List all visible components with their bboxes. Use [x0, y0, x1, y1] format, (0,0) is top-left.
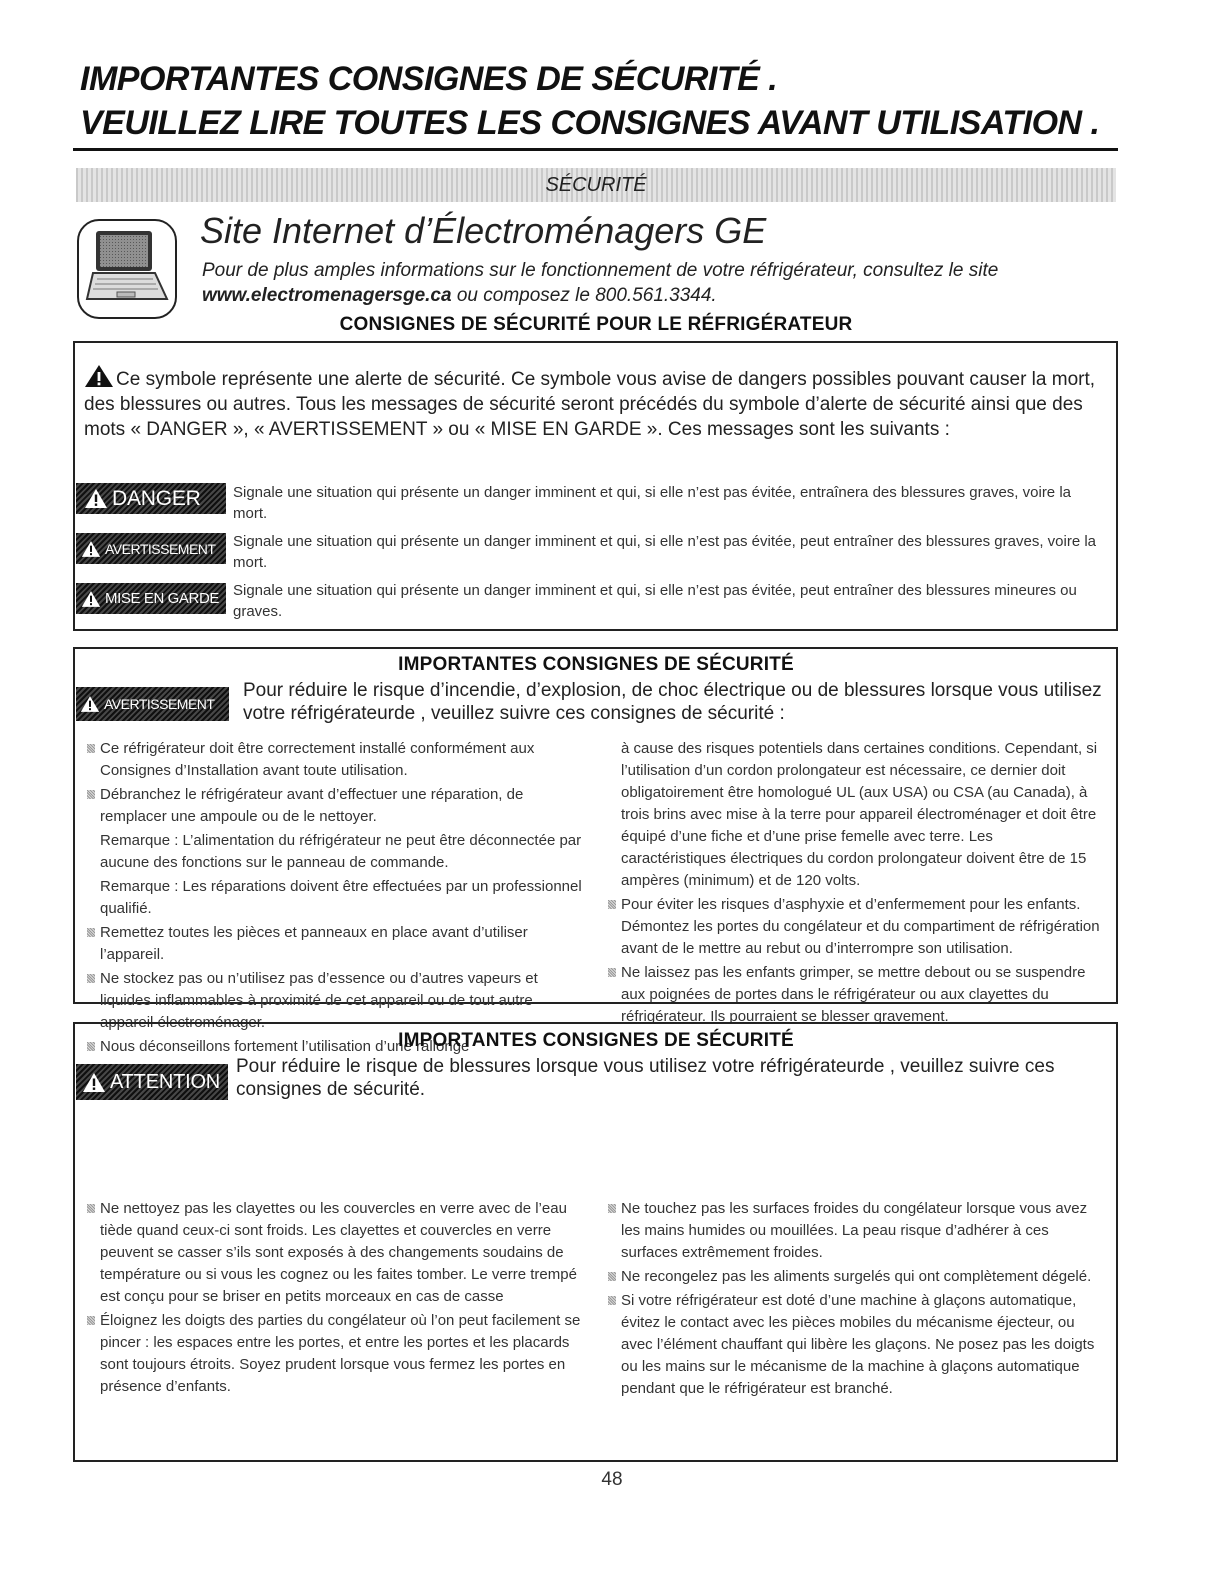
warning-triangle-icon	[80, 695, 100, 713]
page-number: 48	[601, 1469, 623, 1490]
danger-badge-label: DANGER	[112, 486, 201, 510]
website-text-after: ou composez le 800.561.3344.	[451, 285, 717, 306]
title-rule	[73, 148, 1118, 151]
website-info	[202, 258, 1102, 308]
page-title-line-1: IMPORTANTES CONSIGNES DE SÉCURITÉ .	[80, 60, 778, 98]
list-item: Ne touchez pas les surfaces froides du congélateur lorsque vous avez les mains humides ou mouillées. La peau risque d’adhérer à ces surfaces extrêmement froides.	[605, 1198, 1101, 1264]
warning-triangle-icon	[84, 488, 108, 509]
website-text-before: Pour de plus amples informations sur le fonctionnement de votre réfrigérateur, consultez le site	[202, 260, 999, 281]
list-item: Éloignez les doigts des parties du congélateur où l’on peut facilement se pincer : les espaces entre les portes, et entre les portes et les placards sont toujours étroits. Soyez prudent lorsque vous fermez les portes en présence d’enfants.	[84, 1310, 584, 1398]
laptop-icon	[79, 221, 175, 317]
list-item: Débranchez le réfrigérateur avant d’effectuer une réparation, de remplacer une ampoule ou de le nettoyer.	[84, 784, 584, 828]
website-url-link[interactable]: www.electromenagersge.ca	[202, 285, 452, 306]
attention-right-column	[605, 1198, 1101, 1402]
fridge-safety-heading: CONSIGNES DE SÉCURITÉ POUR LE RÉFRIGÉRATEUR	[339, 314, 853, 335]
alert-symbol-icon	[84, 364, 114, 388]
list-item: Ce réfrigérateur doit être correctement installé conformément aux Consignes d’Installation avant toute utilisation.	[84, 738, 584, 782]
list-item: Pour éviter les risques d’asphyxie et d’enfermement pour les enfants. Démontez les portes du congélateur et du compartiment de réfrigération avant de le mettre au rebut ou d’interrompre son utilisation.	[605, 894, 1101, 960]
warning-section-lead: Pour réduire le risque d’incendie, d’explosion, de choc électrique ou de blessures lorsque vous utilisez votre réfrigérateurde , veuillez suivre ces consignes de sécurité :	[243, 680, 1102, 724]
warning-triangle-icon	[81, 590, 101, 608]
list-item: Remettez toutes les pièces et panneaux en place avant d’utiliser l’appareil.	[84, 922, 584, 966]
list-item: Ne nettoyez pas les clayettes ou les couvercles en verre avec de l’eau tiède quand ceux-ci sont froids. Les clayettes et couvercles en verre peuvent se casser s’ils sont exposés à des changements soudains de température ou si vous les cognez ou les faites tomber. Le verre trempé est conçu pour se briser en petits morceaux en cas de casse	[84, 1198, 584, 1308]
warning-section-badge	[76, 687, 229, 721]
list-item: Remarque : Les réparations doivent être effectuées par un professionnel qualifié.	[100, 878, 582, 917]
attention-section-heading: IMPORTANTES CONSIGNES DE SÉCURITÉ	[398, 1030, 794, 1051]
page-title-line-2: VEUILLEZ LIRE TOUTES LES CONSIGNES AVANT UTILISATION .	[80, 104, 1100, 142]
section-banner-label: SÉCURITÉ	[545, 174, 647, 196]
avertissement-badge-label: AVERTISSEMENT	[105, 540, 216, 557]
attention-section-lead: Pour réduire le risque de blessures lorsque vous utilisez votre réfrigérateurde , veuillez suivre ces consignes de sécurité.	[236, 1056, 1055, 1100]
danger-description: Signale une situation qui présente un danger imminent et qui, si elle n’est pas évitée, entraînera des blessures graves, voire la mort.	[233, 484, 1071, 522]
mise-en-garde-badge-label: MISE EN GARDE	[105, 590, 219, 607]
list-item: Ne laissez pas les enfants grimper, se mettre debout ou se suspendre aux poignées de portes dans le réfrigérateur ou aux clayettes du réfrigérateur. Ils pourraient se blesser gravement.	[605, 962, 1101, 1028]
warning-triangle-icon	[81, 540, 101, 558]
danger-badge	[76, 483, 226, 514]
warning-left-column	[84, 738, 584, 1060]
website-title: Site Internet d’Électroménagers GE	[200, 210, 767, 251]
warning-section-badge-label: AVERTISSEMENT	[104, 696, 215, 712]
mise-en-garde-badge	[76, 583, 226, 614]
warning-section-heading: IMPORTANTES CONSIGNES DE SÉCURITÉ	[398, 654, 794, 675]
warning-right-column	[605, 738, 1101, 1030]
laptop-icon-frame	[77, 219, 177, 319]
attention-left-column	[84, 1198, 584, 1400]
list-item: Remarque : L’alimentation du réfrigérateur ne peut être déconnectée par aucune des fonctions sur le panneau de commande.	[100, 832, 582, 871]
list-item: Nous déconseillons fortement l’utilisation d’une rallonge	[84, 1036, 584, 1058]
attention-badge-label: ATTENTION	[110, 1070, 221, 1093]
alert-intro-text	[84, 364, 1109, 442]
avertissement-badge	[76, 533, 226, 564]
mise-en-garde-description: Signale une situation qui présente un danger imminent et qui, si elle n’est pas évitée, peut entraîner des blessures mineures ou graves.	[233, 582, 1077, 620]
attention-badge	[76, 1064, 228, 1100]
list-item: Ne stockez pas ou n’utilisez pas d’essence ou d’autres vapeurs et liquides inflammables à proximité de cet appareil ou de tout autre appareil électroménager.	[84, 968, 584, 1034]
warning-triangle-icon	[82, 1072, 106, 1093]
list-item: à cause des risques potentiels dans certaines conditions. Cependant, si l’utilisation d’un cordon prolongateur est nécessaire, ce dernier doit obligatoirement être homologué UL (aux USA) ou CSA (au Canada), à trois brins avec mise à la terre pour appareil électroménager et doit être équipé d’une fiche et d’une prise femelle avec terre. Les caractéristiques électriques du cordon prolongateur doivent être de 15 ampères (minimum) et de 120 volts.	[621, 740, 1098, 889]
list-item: Si votre réfrigérateur est doté d’une machine à glaçons automatique, évitez le contact avec les pièces mobiles du mécanisme éjecteur, ou avec l’élément chauffant qui libère les glaçons. Ne posez pas les doigts ou les mains sur le mécanisme de la machine à glaçons automatique pendant que le réfrigérateur est branché.	[605, 1290, 1101, 1400]
avertissement-description: Signale une situation qui présente un danger imminent et qui, si elle n’est pas évitée, peut entraîner des blessures graves, voire la mort.	[233, 533, 1097, 571]
list-item: Ne recongelez pas les aliments surgelés qui ont complètement dégelé.	[605, 1266, 1101, 1288]
section-banner	[76, 168, 1116, 202]
alert-intro-body: Ce symbole représente une alerte de sécurité. Ce symbole vous avise de dangers possibles pouvant causer la mort, des blessures ou autres. Tous les messages de sécurité seront précédés du symbole d’alerte de sécurité ainsi que des mots « DANGER », « AVERTISSEMENT » ou « MISE EN GARDE ». Ces messages sont les suivants :	[84, 369, 1096, 440]
